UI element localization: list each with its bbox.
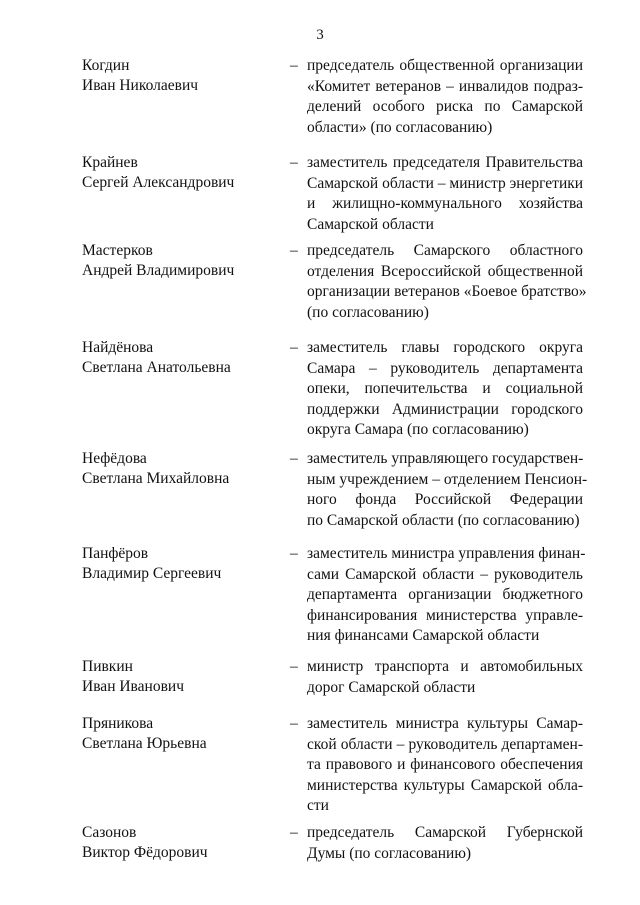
dash-separator: – [290, 824, 298, 841]
position-line: председатель Самарской Губернской [307, 824, 583, 841]
member-given-names: Андрей Владимирович [82, 262, 235, 279]
position-line: ного фонда Российской Федерации [307, 491, 583, 508]
member-surname: Крайнев [82, 154, 138, 171]
dash-separator: – [290, 715, 298, 732]
position-line: по Самарской области (по согласованию) [307, 511, 580, 529]
member-name [82, 657, 272, 697]
member-position [307, 56, 583, 138]
position-line: председатель общественной организации [307, 57, 583, 74]
member-name [82, 544, 272, 584]
page-number: 3 [316, 27, 324, 43]
member-given-names: Сергей Александрович [82, 174, 235, 191]
position-line: опеки, попечительства и социальной [307, 380, 583, 397]
position-line: министерства культуры Самарской обла- [307, 776, 583, 794]
member-surname: Пряникова [82, 715, 154, 732]
position-line: та правового и финансового обеспечения [307, 756, 583, 773]
member-position [307, 153, 583, 235]
position-line: поддержки Администрации городского [307, 400, 583, 418]
dash-separator: – [290, 339, 298, 356]
member-position [307, 823, 583, 864]
member-name [82, 338, 272, 378]
position-line: отделения Всероссийской общественной [307, 262, 583, 280]
member-surname: Найдёнова [82, 339, 154, 356]
member-name [82, 241, 272, 281]
member-given-names: Иван Иванович [82, 678, 184, 695]
member-surname: Пивкин [82, 658, 133, 675]
dash-separator: – [290, 658, 298, 675]
position-line: Самара – руководитель департамента [307, 359, 583, 377]
dash-separator: – [290, 57, 298, 74]
member-position [307, 241, 587, 323]
position-line: заместитель министра культуры Самар- [307, 715, 583, 732]
position-line: Думы (по согласованию) [307, 844, 472, 862]
member-surname: Когдин [82, 57, 130, 74]
member-given-names: Светлана Анатольевна [82, 359, 231, 376]
position-line: Самарской области [307, 215, 434, 233]
position-line: «Комитет ветеранов – инвалидов подраз- [307, 77, 583, 95]
position-line: организации ветеранов «Боевое братство» [307, 283, 587, 300]
position-line: ным учреждением – отделением Пенсион- [307, 470, 588, 488]
position-line: заместитель главы городского округа [307, 339, 583, 356]
member-given-names: Светлана Михайловна [82, 470, 230, 487]
position-line: Самарской области – министр энергетики [307, 174, 584, 192]
member-name [82, 153, 272, 193]
position-line: округа Самара (по согласованию) [307, 421, 529, 438]
member-given-names: Виктор Фёдорович [82, 844, 208, 861]
member-surname: Сазонов [82, 824, 137, 841]
dash-separator: – [290, 450, 298, 467]
position-line: министр транспорта и автомобильных [307, 658, 583, 675]
position-line: ния финансами Самарской области [307, 627, 540, 644]
dash-separator: – [290, 154, 298, 171]
member-given-names: Владимир Сергеевич [82, 565, 222, 582]
member-name [82, 56, 272, 96]
dash-separator: – [290, 242, 298, 259]
position-line: дорог Самарской области [307, 678, 476, 696]
member-name [82, 823, 272, 863]
member-position [307, 449, 588, 531]
position-line: председатель Самарского областного [307, 242, 583, 259]
position-line: департамента организации бюджетного [307, 586, 583, 603]
member-given-names: Иван Николаевич [82, 77, 199, 94]
position-line: (по согласованию) [307, 303, 429, 321]
member-position [307, 657, 583, 698]
member-given-names: Светлана Юрьевна [82, 735, 207, 752]
position-line: ской области – руководитель департамен- [307, 735, 583, 753]
member-position [307, 338, 583, 441]
position-line: и жилищно-коммунального хозяйства [307, 195, 583, 212]
position-line: заместитель председателя Правительства [307, 154, 583, 171]
member-surname: Нефёдова [82, 450, 147, 467]
position-line: сти [307, 797, 329, 814]
position-line: заместитель управляющего государствен- [307, 450, 584, 467]
member-name [82, 714, 272, 754]
member-name [82, 449, 272, 489]
member-surname: Панфёров [82, 545, 149, 562]
member-surname: Мастерков [82, 242, 153, 259]
member-position [307, 714, 583, 817]
position-line: делений особого риска по Самарской [307, 98, 583, 115]
position-line: области» (по согласованию) [307, 118, 493, 136]
position-line: заместитель министра управления финан- [307, 545, 586, 562]
position-line: сами Самарской области – руководитель [307, 565, 583, 583]
position-line: финансирования министерства управле- [307, 606, 583, 624]
dash-separator: – [290, 545, 298, 562]
member-position [307, 544, 586, 647]
